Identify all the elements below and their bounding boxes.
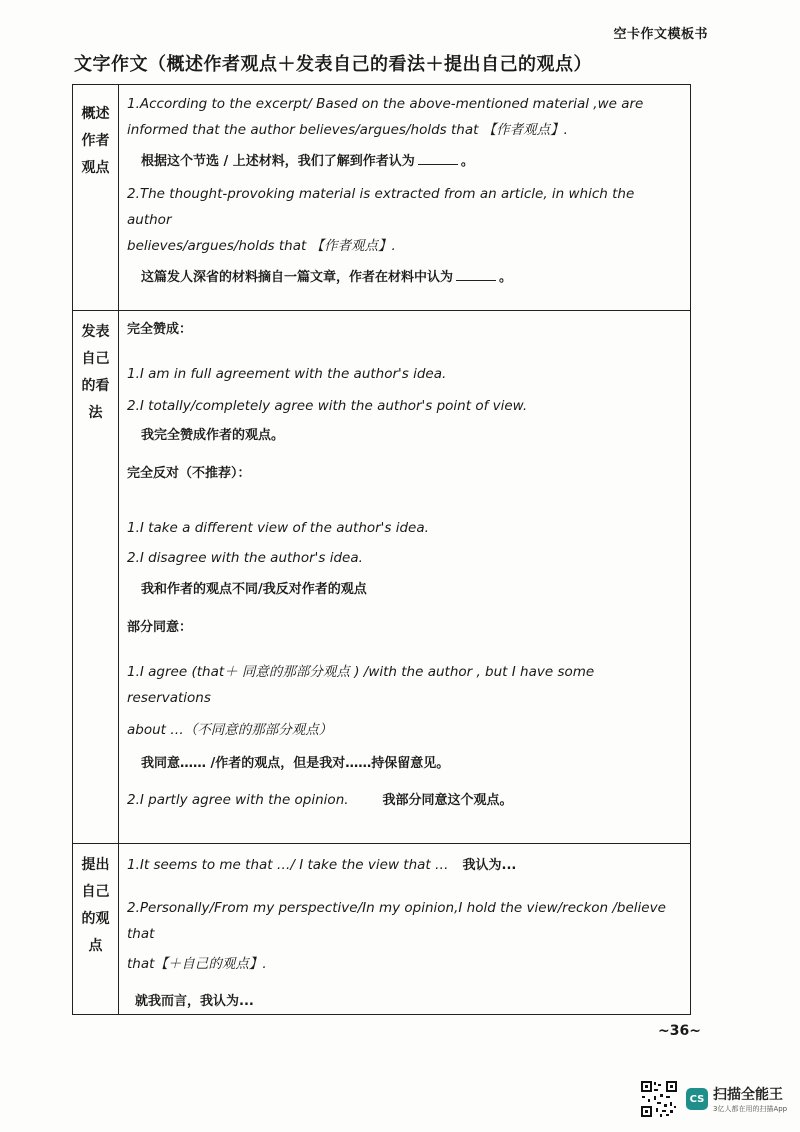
chinese-line: 我和作者的观点不同/我反对作者的观点	[141, 582, 367, 597]
section-label	[73, 85, 119, 310]
label-line: 法	[88, 405, 103, 421]
label-line: 自己	[81, 884, 110, 900]
scanner-name: 扫描全能王	[713, 1087, 783, 1103]
section-propose-own-view	[73, 844, 690, 1014]
chinese-text: 根据这个节选 / 上述材料，我们了解到作者认为	[141, 154, 415, 169]
label-line: 观点	[81, 160, 110, 176]
chinese-line	[127, 151, 682, 173]
label-line: 作者	[81, 133, 110, 149]
page-number: ~36~	[658, 1023, 701, 1039]
scanner-tagline: 3亿人都在用的扫描App	[713, 1105, 788, 1113]
subheading-partly-agree: 部分同意：	[127, 620, 193, 635]
english-text: 1.It seems to me that …/ I take the view that …	[127, 857, 449, 873]
english-line: 2.I totally/completely agree with the author's point of view.	[127, 398, 528, 414]
camscanner-logo-icon: CS	[686, 1088, 708, 1110]
chinese-line: 我完全赞成作者的观点。	[141, 428, 285, 443]
book-title-header: 空卡作文模板书	[613, 27, 708, 42]
qr-code-icon	[640, 1080, 678, 1118]
english-line	[127, 787, 682, 814]
label-line: 发表	[81, 324, 110, 340]
label-line: 的看	[81, 378, 110, 394]
scanner-brand	[713, 1084, 787, 1114]
english-line: 2.I disagree with the author's idea.	[127, 550, 363, 566]
english-line: 1.I agree (that＋ 同意的那部分观点 ) /with the author , but I have some reservations	[127, 664, 595, 706]
english-line: believes/argues/holds that 【作者观点】.	[127, 238, 396, 254]
english-line: 1.According to the excerpt/ Based on the above-mentioned material ,we are	[127, 96, 644, 112]
fill-in-blank	[456, 268, 496, 281]
english-line: 2.The thought-provoking material is extracted from an article, in which the author	[127, 186, 635, 228]
chinese-text: 我认为...	[462, 858, 517, 873]
english-line: 1.I take a different view of the author's idea.	[127, 520, 429, 536]
chinese-line: 就我而言，我认为...	[135, 994, 254, 1009]
chinese-line	[127, 267, 682, 289]
chinese-text: 。	[460, 154, 474, 169]
section-summarize-author-view	[73, 85, 690, 311]
english-line: that【＋自己的观点】.	[127, 956, 267, 972]
english-line: about …（不同意的那部分观点）	[127, 722, 333, 738]
section-body	[119, 85, 690, 310]
english-line: informed that the author believes/argues/holds that 【作者观点】.	[127, 122, 568, 138]
subheading-fully-agree: 完全赞成：	[127, 322, 193, 337]
label-line: 概述	[81, 106, 110, 122]
english-line: 2.Personally/From my perspective/In my opinion,I hold the view/reckon /believe that	[127, 900, 666, 942]
section-label	[73, 844, 119, 1014]
template-table	[72, 84, 691, 1015]
section-body	[119, 311, 690, 843]
label-line: 点	[88, 938, 103, 954]
subheading-fully-disagree: 完全反对（不推荐）：	[127, 466, 251, 481]
section-express-own-opinion	[73, 311, 690, 844]
chinese-text: 这篇发人深省的材料摘自一篇文章，作者在材料中认为	[141, 270, 454, 285]
label-line: 的观	[81, 911, 110, 927]
english-text: 2.I partly agree with the opinion.	[127, 792, 349, 808]
english-line: 1.I am in full agreement with the author's idea.	[127, 366, 447, 382]
page-title: 文字作文（概述作者观点＋发表自己的看法＋提出自己的观点）	[74, 54, 592, 75]
label-line: 提出	[81, 857, 110, 873]
label-line: 自己	[81, 351, 110, 367]
scanner-watermark	[640, 1080, 787, 1118]
section-body	[119, 844, 690, 1014]
chinese-text: 我部分同意这个观点。	[382, 793, 513, 808]
english-line	[127, 852, 682, 879]
section-label	[73, 311, 119, 843]
chinese-text: 。	[499, 270, 513, 285]
fill-in-blank	[418, 152, 458, 165]
chinese-line: 我同意…… /作者的观点，但是我对……持保留意见。	[141, 756, 450, 771]
